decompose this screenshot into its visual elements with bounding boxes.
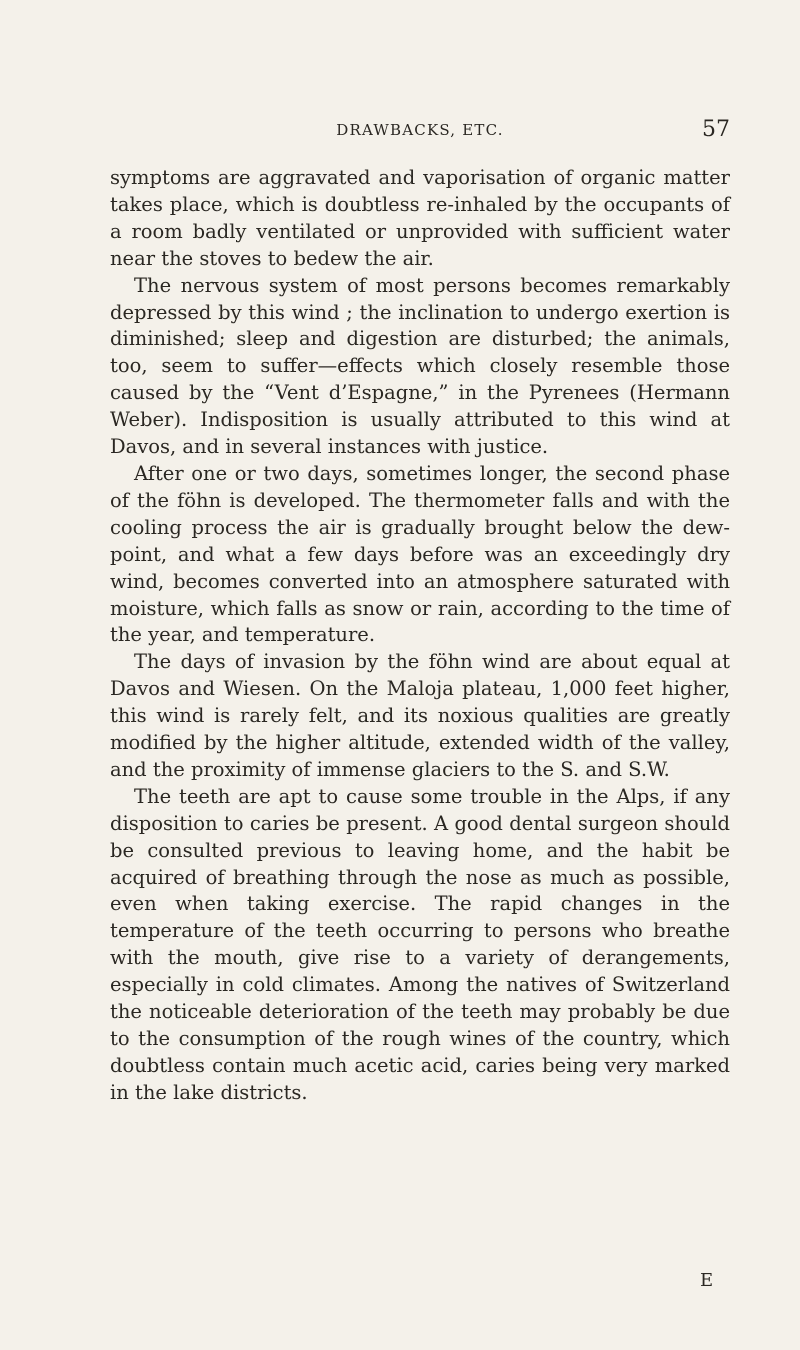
- signature-mark: E: [700, 1270, 714, 1291]
- paragraph-3: After one or two days, sometimes longer, the second phase of the föhn is developed. The thermometer falls and with the cooling process the air is gradually brought below the dew-point, and what a few days before was an exceedingly dry wind, becomes converted into an atmosphere saturated with moisture, which falls as snow or rain, according to the time of the year, and temperature.: [110, 461, 730, 647]
- body-text: [110, 165, 730, 1107]
- paragraph-4: The days of invasion by the föhn wind are about equal at Davos and Wiesen. On the Maloja plateau, 1,000 feet higher, this wind is rarely felt, and its noxious qualities are greatly modified by the higher altitude, extended width of the valley, and the proximity of immense glaciers to the S. and S.W.: [110, 650, 730, 781]
- paragraph-1: symptoms are aggravated and vaporisation of organic matter takes place, which is doubtless re-inhaled by the occupants of a room badly ventilated or unprovided with sufficient water near the stoves to bedew the air.: [110, 166, 730, 270]
- paragraph-5: The teeth are apt to cause some trouble in the Alps, if any disposition to caries be present. A good dental surgeon should be consulted previous to leaving home, and the habit be acquired of breathing through the nose as much as possible, even when taking exercise. The rapid changes in the temperature of the teeth occurring to persons who breathe with the mouth, give rise to a variety of derangements, especially in cold climates. Among the natives of Switzerland the noticeable deterioration of the teeth may probably be due to the consumption of the rough wines of the country, which doubtless contain much acetic acid, caries being very marked in the lake districts.: [110, 784, 730, 1104]
- page-header: [110, 117, 730, 145]
- page-number: 57: [702, 117, 730, 142]
- running-title: DRAWBACKS, ETC.: [336, 121, 504, 139]
- paragraph-2: The nervous system of most persons becomes remarkably depressed by this wind ; the inclination to undergo exertion is diminished; sleep and digestion are disturbed; the animals, too, seem to suffer—effects which closely resemble those caused by the “Vent d’Espagne,” in the Pyrenees (Hermann Weber). Indisposition is usually attributed to this wind at Davos, and in several instances with justice.: [110, 273, 730, 459]
